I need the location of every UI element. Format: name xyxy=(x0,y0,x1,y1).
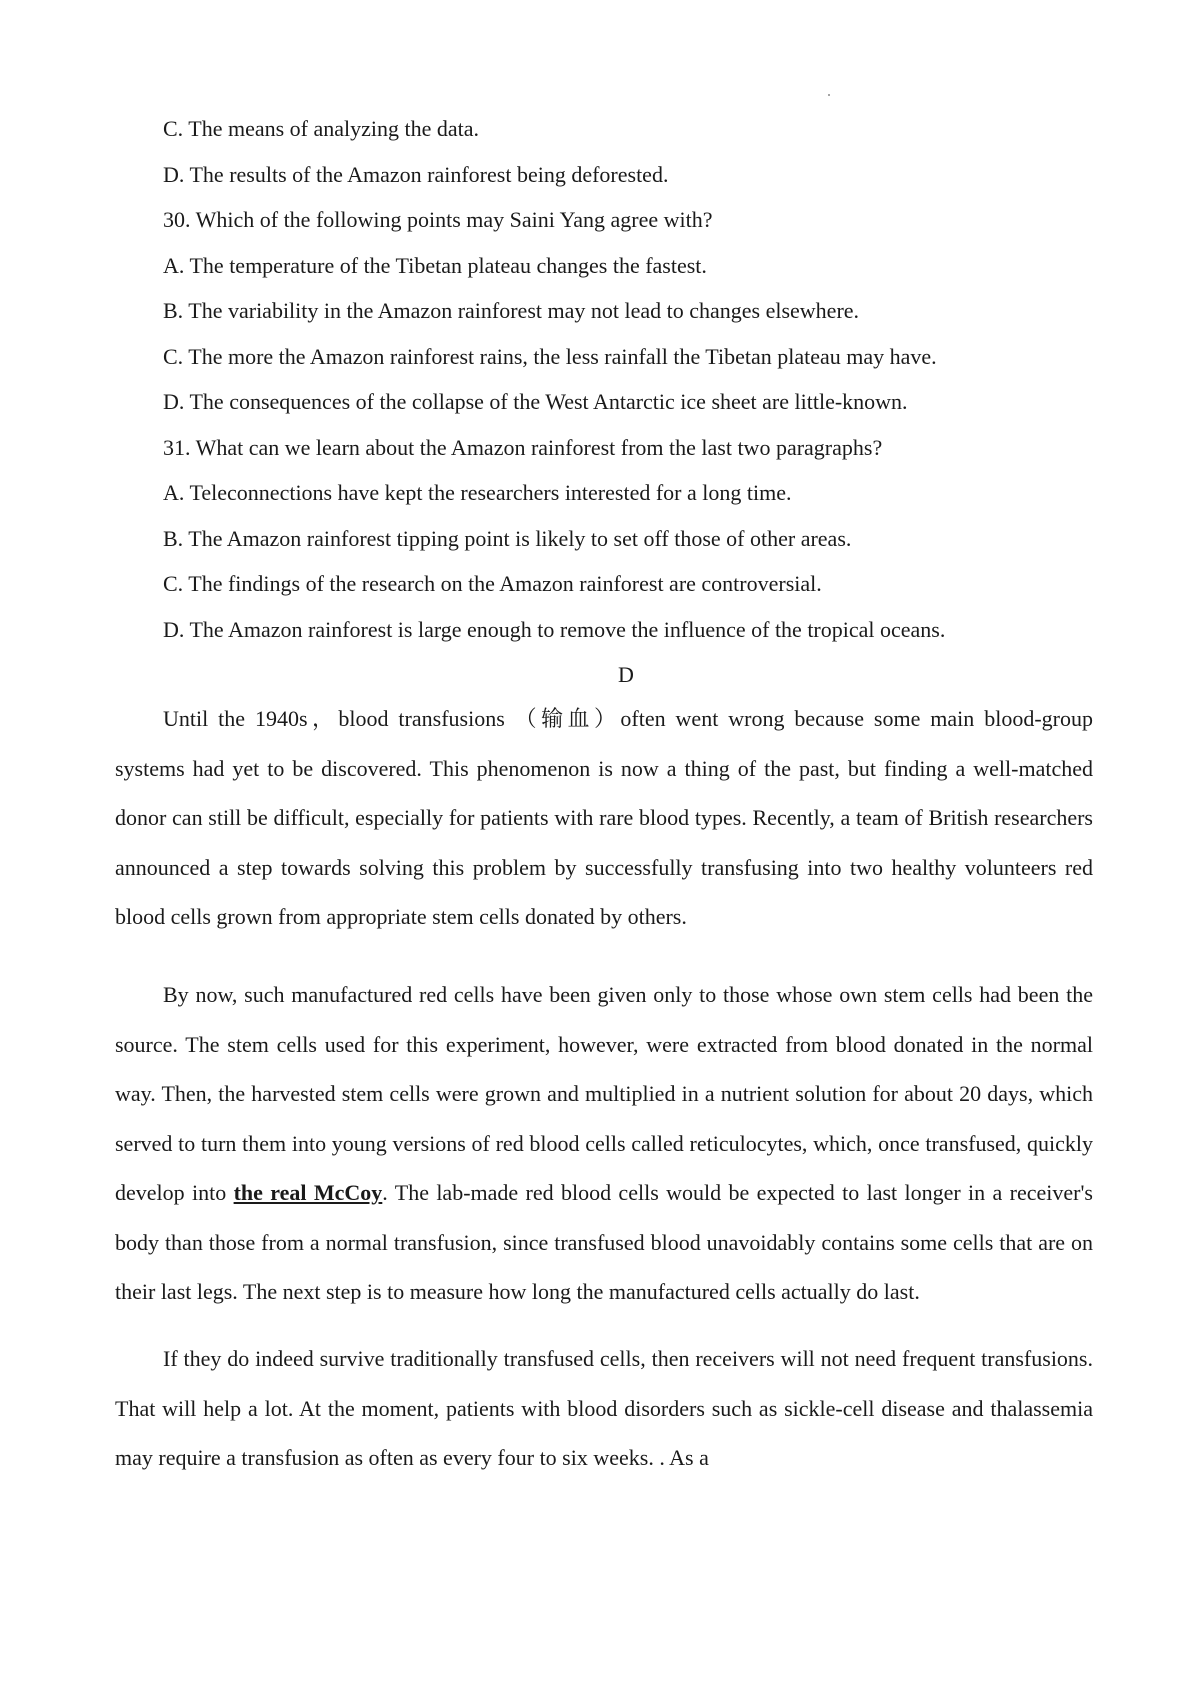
q30-option-c: C. The more the Amazon rainforest rains, the less rainfall the Tibetan plateau may have. xyxy=(163,344,937,369)
q31-option-d: D. The Amazon rainforest is large enough to remove the influence of the tropical oceans. xyxy=(163,617,946,642)
q30-stem: 30. Which of the following points may Saini Yang agree with? xyxy=(163,207,713,232)
q30-option-d: D. The consequences of the collapse of the West Antarctic ice sheet are little-known. xyxy=(163,389,908,414)
q29-option-d: D. The results of the Amazon rainforest being deforested. xyxy=(163,162,669,187)
section-heading-d: D xyxy=(618,662,634,687)
passage-paragraph-2 xyxy=(115,970,1093,1317)
passage-paragraph-1: Until the 1940s，blood transfusions （输血）often went wrong because some main blood-group systems had yet to be discovered. This phenomenon is now a thing of the past, but finding a well-matched donor can still be difficult, especially for patients with rare blood types. Recently, a team of British researchers announced a step towards solving this problem by successfully transfusing into two healthy volunteers red blood cells grown from appropriate stem cells donated by others. xyxy=(115,706,1093,929)
page-mark xyxy=(828,94,830,96)
paragraph-2-text-after: . The lab-made red blood cells would be expected to last longer in a receiver's body than those from a normal transfusion, since transfused blood unavoidably contains some cells that are on their last legs. The next step is to measure how long the manufactured cells actually do last. xyxy=(115,1180,1093,1304)
q29-option-c: C. The means of analyzing the data. xyxy=(163,116,480,141)
q30-option-b: B. The variability in the Amazon rainforest may not lead to changes elsewhere. xyxy=(163,298,860,323)
passage-paragraph-3: If they do indeed survive traditionally transfused cells, then receivers will not need frequent transfusions. That will help a lot. At the moment, patients with blood disorders such as sickle-cell disease and thalassemia may require a transfusion as often as every four to six weeks. . As a xyxy=(115,1346,1093,1470)
q30-option-a: A. The temperature of the Tibetan plateau changes the fastest. xyxy=(163,253,707,278)
q31-option-b: B. The Amazon rainforest tipping point is likely to set off those of other areas. xyxy=(163,526,852,551)
q31-option-a: A. Teleconnections have kept the researchers interested for a long time. xyxy=(163,480,792,505)
q31-option-c: C. The findings of the research on the Amazon rainforest are controversial. xyxy=(163,571,822,596)
underlined-phrase: the real McCoy xyxy=(233,1180,383,1205)
q31-stem: 31. What can we learn about the Amazon rainforest from the last two paragraphs? xyxy=(163,435,883,460)
paragraph-2-text-before: By now, such manufactured red cells have been given only to those whose own stem cells had been the source. The stem cells used for this experiment, however, were extracted from blood donated in the normal way. Then, the harvested stem cells were grown and multiplied in a nutrient solution for about 20 days, which served to turn them into young versions of red blood cells called reticulocytes, which, once transfused, quickly develop into xyxy=(115,982,1093,1205)
